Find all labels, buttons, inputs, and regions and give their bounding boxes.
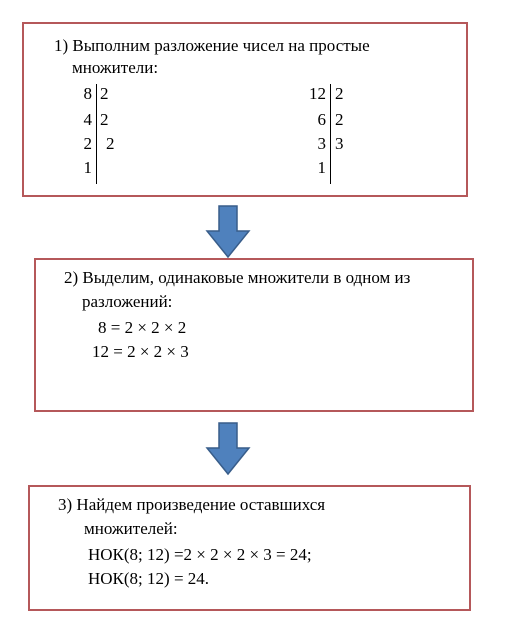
factor-cell: 2 [335,84,344,103]
table-row [64,158,134,178]
table-row [288,158,368,178]
number-cell: 3 [317,134,326,153]
down-arrow-icon [205,422,251,476]
number-cell: 1 [317,158,326,177]
step1-title-line2: множители: [72,58,159,77]
factor-cell: 3 [335,134,344,153]
table-row [288,134,368,154]
number-cell: 12 [309,84,326,103]
step2-equation-12: 12 = 2 × 2 × 3 [92,342,189,361]
number-cell: 8 [83,84,92,103]
down-arrow-icon [205,205,251,259]
number-cell: 2 [83,134,92,153]
factor-cell: 2 [335,110,344,129]
step3-box [28,485,471,611]
step2-box [34,258,474,412]
table-row [64,84,134,104]
step3-title-line2: множителей: [84,519,178,538]
table-row [288,84,368,104]
step2-title-line1: 2) Выделим, одинаковые множители в одном из [64,268,411,287]
step2-title-line2: разложений: [82,292,173,311]
factorization-table-12 [288,84,368,184]
step2-equation-8: 8 = 2 × 2 × 2 [98,318,187,337]
number-cell: 6 [317,110,326,129]
table-row [64,134,134,154]
step1-box [22,22,468,197]
table-row [64,110,134,130]
factor-cell: 2 [106,134,115,153]
step3-title-line1: 3) Найдем произведение оставшихся [58,495,326,514]
step3-lcm-result: НОК(8; 12) = 24. [88,569,210,588]
table-row [288,110,368,130]
step3-lcm-calculation: НОК(8; 12) =2 × 2 × 2 × 3 = 24; [88,545,312,564]
number-cell: 4 [83,110,92,129]
number-cell: 1 [83,158,92,177]
factor-cell: 2 [100,84,109,103]
factor-cell: 2 [100,110,109,129]
factorization-table-8 [64,84,134,184]
step1-title-line1: 1) Выполним разложение чисел на простые [54,36,370,55]
